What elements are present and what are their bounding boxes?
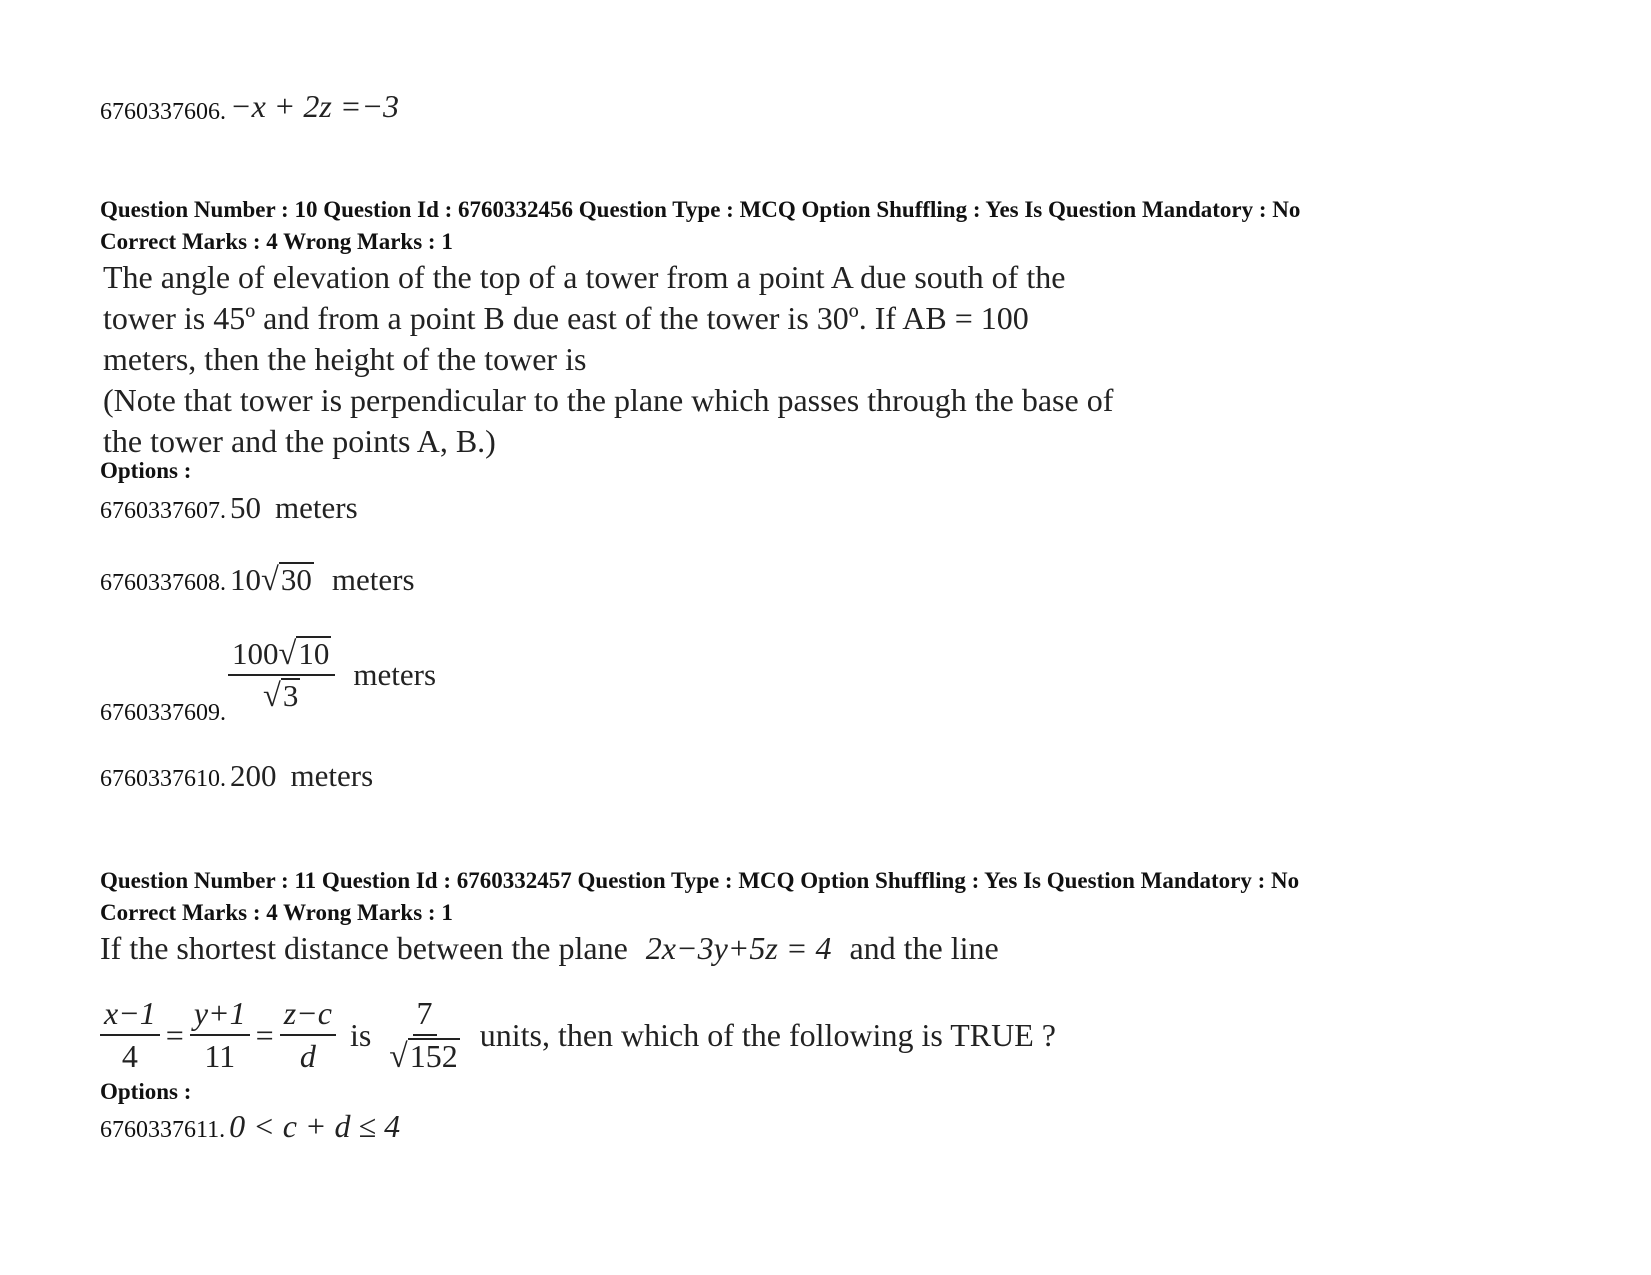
question-text: units, then which of the following is TRUE ?	[479, 1016, 1056, 1053]
equals-sign: =	[165, 1016, 184, 1053]
option-id: 6760337606.	[100, 99, 226, 125]
options-label: Options :	[100, 1079, 192, 1104]
sqrt-expression	[389, 1038, 459, 1074]
line-equation-row	[100, 995, 1056, 1075]
radical-sign: √	[389, 1038, 408, 1075]
option-row[interactable]	[100, 1108, 400, 1145]
option-unit: meters	[331, 562, 415, 597]
radicand: 10	[298, 636, 330, 671]
option-unit: meters	[290, 758, 374, 793]
option-id: 6760337607.	[100, 498, 226, 524]
option-expression: 0 < c + d ≤ 4	[229, 1108, 401, 1144]
question-text-line	[100, 930, 999, 967]
question-text: If the shortest distance between the plane	[100, 930, 628, 966]
equals-sign: =	[255, 1016, 274, 1053]
plane-equation: 2x−3y+5z = 4	[645, 930, 832, 966]
option-row[interactable]	[100, 758, 373, 794]
fraction-numerator	[228, 636, 335, 676]
is-word: is	[349, 1016, 372, 1053]
fraction-numerator: x−1	[100, 995, 160, 1036]
option-id: 6760337610.	[100, 766, 226, 792]
fraction-denominator: d	[299, 1038, 316, 1074]
question-marks: Correct Marks : 4 Wrong Marks : 1	[100, 900, 453, 925]
fraction	[228, 636, 335, 714]
radicand: 152	[409, 1038, 458, 1074]
option-id-label	[100, 700, 226, 727]
fraction-numerator: y+1	[190, 995, 250, 1036]
radicand: 30	[280, 562, 312, 597]
question-text-line: The angle of elevation of the top of a tower from a point A due south of the	[103, 259, 1066, 295]
radical-sign: √	[263, 678, 281, 714]
option-coefficient: 10	[230, 562, 261, 597]
sqrt-expression	[279, 636, 332, 671]
fraction	[100, 995, 160, 1075]
radical-sign: √	[278, 636, 297, 672]
question-text-line: the tower and the points A, B.)	[103, 423, 496, 459]
prev-option-row	[100, 90, 399, 127]
sqrt-expression	[261, 562, 314, 597]
fraction-denominator: 11	[204, 1038, 236, 1074]
question-marks: Correct Marks : 4 Wrong Marks : 1	[100, 229, 453, 254]
question-text: and the line	[849, 930, 999, 966]
option-row[interactable]	[228, 636, 436, 714]
sqrt-expression	[263, 678, 300, 713]
question-header: Question Number : 10 Question Id : 6760332456 Question Type : MCQ Option Shuffling : Yes Is Question Mandatory : No	[100, 197, 1301, 222]
numerator-coefficient: 100	[232, 636, 279, 671]
fraction-denominator	[259, 676, 304, 714]
option-expression: −x + 2z =−3	[230, 88, 400, 124]
option-value: 50	[230, 490, 261, 525]
distance-fraction	[385, 995, 463, 1075]
option-id: 6760337609.	[100, 700, 226, 726]
option-id: 6760337611.	[100, 1117, 226, 1143]
question-text-line: (Note that tower is perpendicular to the plane which passes through the base of	[103, 382, 1114, 418]
fraction-denominator: 4	[121, 1038, 138, 1074]
radicand: 3	[282, 678, 299, 713]
question-text-line: tower is 45º and from a point B due east of the tower is 30º. If AB = 100	[103, 300, 1029, 336]
question-header: Question Number : 11 Question Id : 6760332457 Question Type : MCQ Option Shuffling : Yes Is Question Mandatory : No	[100, 868, 1300, 893]
option-unit: meters	[275, 490, 358, 525]
question-text	[103, 257, 1193, 462]
options-label: Options :	[100, 458, 192, 483]
fraction	[280, 995, 336, 1075]
option-row[interactable]	[100, 490, 358, 526]
option-row[interactable]	[100, 562, 415, 598]
radical-sign: √	[261, 562, 279, 598]
fraction	[190, 995, 250, 1075]
fraction-numerator: 7	[413, 995, 437, 1036]
fraction-denominator	[385, 1036, 463, 1075]
option-id: 6760337608.	[100, 570, 226, 596]
option-unit: meters	[353, 657, 437, 692]
question-text-line: meters, then the height of the tower is	[103, 341, 587, 377]
option-value: 200	[230, 758, 277, 793]
fraction-numerator: z−c	[280, 995, 336, 1036]
